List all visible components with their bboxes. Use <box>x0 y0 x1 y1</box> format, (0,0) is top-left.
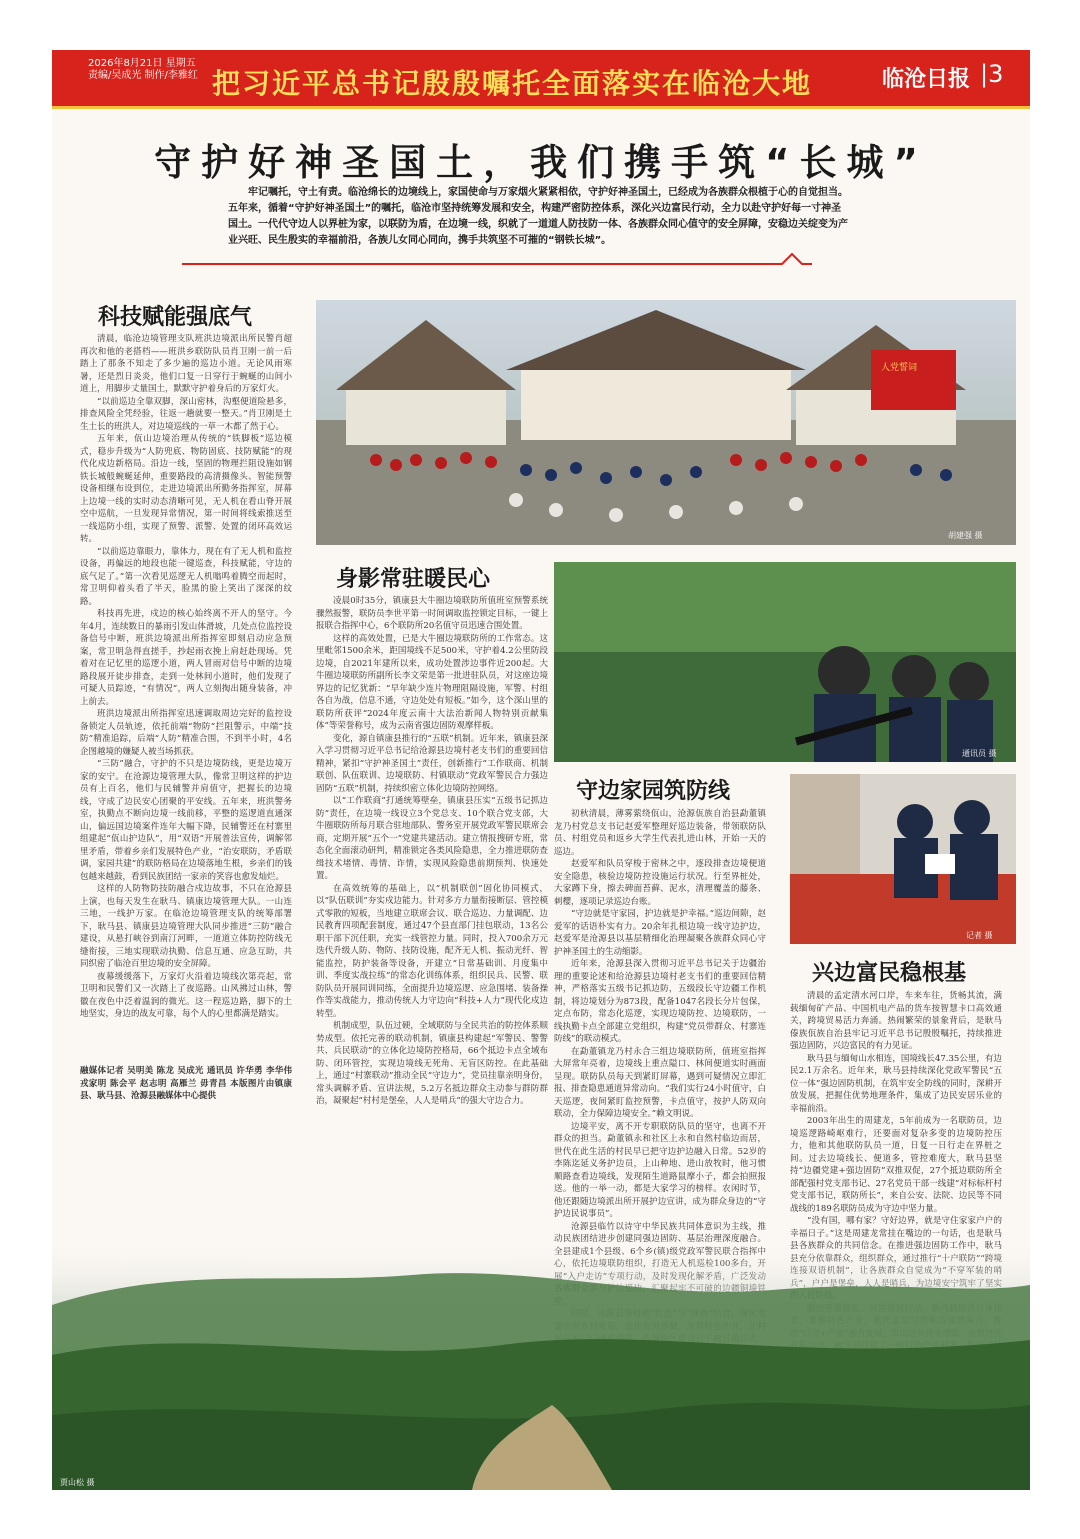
paragraph: 夜幕缓缓落下，万家灯火沿着边境线次第亮起，常卫明和民警们又一次踏上了夜巡路。山风拂过山林，警徽在夜色中泛着温润的微光。这一程巡边路，脚下的土地坚实，身边的战友可靠，每个人的心里都满是踏实。 <box>80 971 292 1019</box>
paragraph: 以“工作联商”打通统筹壁垒，镇康县压实“五级书记抓边防”责任，在边境一线设立3个党总支、10个联合党支部，大牛圈联防所每月联合驻地部队、警务室开展党政军警民联席会商，定期开展“五个一”党建共建活动。建立情报搜研专班，常态化全面滚动研判，精准锁定各类风险隐患，全力推进联防查缉技术堵情、毒情、诈情，实现风险隐患前期预判、快速处置。 <box>316 796 548 881</box>
paragraph: 这样的高效处置，已是大牛圈边境联防所的工作常态。这里毗邻1500余米，距国境线不足500米，守护着4.2公里防段边境，自2021年建所以来，成功处置涉边事件近200起。大牛圈边境联防所副所长李文荣是第一批进驻队员，对这座边境界边的记忆犹新：“早年缺少连片物理阻隔设施，军警、村组各自为战，信息不通，守边处处有短板。”如今，这个深山里的联防所获评“2024年度云南十大法治新闻人物特别贡献集体”等荣誉称号，成为云南省强边固防观摩样板。 <box>316 633 548 731</box>
paragraph: “没有国，哪有家？守好边界，就是守住家家户户的幸福日子。”这是周建龙常挂在嘴边的一句话，也是耿马 <box>790 1216 1002 1239</box>
paragraph: 变化，源自镇康县推行的“五联”机制。近年来，镇康县深入学习贯彻习近平总书记给沧源县边境村老支书们的重要回信精神，紧扣“守护神圣国土”责任，创新推行“工作联商、机制联创、队伍联训、边境联防、村镇联动”党政军警民合力强边固防“五联”机制，持续织密立体化边境防控网络。 <box>316 733 548 794</box>
page-headline: 守护好神圣国土，我们携手筑“长城” <box>154 141 928 184</box>
section-body-presence <box>316 595 548 1180</box>
section-title-tech: 科技赋能强底气 <box>98 305 253 330</box>
paragraph: 赵爱军和队员穿梭于密林之中，逐段排查边境便道安全隐患，核验边境防控设施运行状况。行至界桩处，大家蹲下身，擦去碑面苔藓、泥水，清理覆盖的藤条、刺樱，逐项记录巡边台账。 <box>554 859 766 907</box>
page-slogan: 把习近平总书记殷殷嘱托全面落实在临沧大地 <box>212 67 813 100</box>
paragraph: 科技再先进，戍边的核心始终离不开人的坚守。今年4月，连续数日的暴雨引发山体滑坡，几处点位监控设备信号中断，班洪边境派出所指挥室即刻启动应急预案，常卫明急得直搓手，抄起雨衣挽上肩赶赴现场。凭着对在记忆里的巡逻小道，两人冒雨对信号中断的边境路段展开徒步排查，走到一处林间小道时，他们发现了可疑人员踪迹，“有情况”，两人立刻掏出随身装备，冲上前去。 <box>80 609 292 707</box>
paragraph: 凌晨0时35分，镇康县大牛圈边境联防所值班室预警系统骤然报警，联防员李世平第一时间调取监控锁定目标，一键上报联合指挥中心，6个联防所20名值守员迅速合围处置。 <box>316 596 548 631</box>
inspection-illustration <box>790 774 1016 944</box>
paragraph: “以前巡边全靠双脚，深山密林，沟壑便道险悬多，排查风险全凭经验，往返一趟就要一整天。”肖卫刚是土生土长的班洪人，对边境巡线的一草一木都了然于心。 <box>80 396 292 432</box>
paragraph: 五年来，佤山边境治理从传统的“铁脚板”巡边模式，稳步升级为“人防兜底、物防固底、技防赋能”的现代化戍边新格局。沿边一线，坚固的物理拦阻设施如钢铁长城般蜿蜒延伸，重要路段的高清摄像头、智能预警设备相继布设到位，走进边境派出所勤务指挥室，屏幕上边境一线的实时动态清晰可见，无人机在看山脊开展空中巡航，一旦发现异常情况，第一时间将线索推送至一线巡防小组，实现了预警、派警、处置的闭环高效运转。 <box>80 434 292 544</box>
paragraph: 清晨，临沧边境管理支队班洪边境派出所民警肖超再次和他的老搭档——班洪乡联防队员肖卫刚一前一后踏上了那条不知走了多少遍的巡边小道。无论风雨寒暑，还是烈日炎炎，他们口复一日穿行于蜿蜒的山间小道上，用脚步丈量国土，默默守护着身后的万家灯火。 <box>80 334 292 394</box>
newspaper-page <box>52 50 1030 1490</box>
issue-date: 2026年8月21日 星期五 <box>88 58 196 69</box>
photo-border-patrol <box>554 562 1016 762</box>
paragraph: “守边就是守家园，护边就是护幸福。”巡边间隙，赵爱军的话语朴实有力。20余年扎根边境一线守边护边，赵爱军是沧源县以基层精细化治理凝聚各族群众同心守护神圣国土的生动缩影。 <box>554 909 766 957</box>
section-body-tech <box>80 333 292 1108</box>
masthead-meta <box>88 58 198 82</box>
masthead-band <box>52 50 1030 106</box>
masthead-rule <box>52 106 1030 109</box>
paragraph: 机制成型，队伍过硬，全域联防与全民共治的防控体系顺势成型。依托完善的联动机制，镇康县构建起“军警民、警警共、兵民联动”的立体化边境防控格局，66个抵边卡点全域布防、闭环管控，实现边境线无死角、无盲区防控。在此基础上，通过“村寨联动”推动全民“守边力”，党员挂靠亲明身份，常头调解矛盾、宣讲法规，5.2万名抵边群众主动参与群防群治，凝聚起“村村是堡垒，人人是哨兵”的强大守边合力。 <box>316 1021 548 1106</box>
paper-name-logo: 临沧日报 <box>882 66 971 92</box>
section-title-presence: 身影常驻暖民心 <box>336 567 491 592</box>
photo-customs-inspection <box>790 774 1016 944</box>
paragraph: 在高效统筹的基础上，以“机制联创”固化协同模式，以“队伍联训”夯实戍边能力。针对多方力量衔接断层、管控模式零散的短板，当地建立联席会议、联合巡边、力量调配、边民教育四项配套制度，通过47个县直部门挂包联动，13名公职干部下沉任职，充实一线管控力量。同时，投入700余万元迭代升级人防、物防、技防设施，配齐无人机、振动光纤、智能监控，防护装备等设备，开建立“日常基础训、月度集中训、季度实战拉练”的常态化训练体系，组织民兵、民警、联防队员开展同训同练，全面提升边境巡逻、应急围堵、装备操作等实战能力，推动传统人力守边向“科技+人力”现代化戍边转型。 <box>316 883 548 1019</box>
paragraph: 清晨的孟定清水河口岸，车来车往，货畅其流，满载缅甸矿产品、中国机电产品的货车按智慧卡口高效通关，跨境贸易活力奔涌。热闹繁荣的景象背后，是耿马傣族佤族自治县牢记习近平总书记殷殷嘱托，持续推进强边固防，兴边富民的有力见证。 <box>790 991 1002 1051</box>
paragraph: 2003年出生的周建龙，5年前成为一名联防员，边境巡逻路崎岖难行，还要面对复杂多变的边境防控压力，他和其他联防队员一道，日复一日行走在界桩之间。过去边境线长、便道多，管控难度大，耿马县坚持“边疆党建+强边固防”双推双促，27个抵边联防所全部配强村党支部书记、27名党员干部一线建“对标标杆村党支部书记，联防所长”，来自公安、法院、边民等不同战线的189名联防员成为守边中坚力量。 <box>790 1116 1002 1214</box>
paragraph: 近年来，沧源县深入贯彻习近平总书记关于边疆治理的重要论述和给沧源县边境村老支书们的重要回信精神，严格落实五级书记抓边防，五级段长守边疆工作机制，将边境划分为873段，配备1047名段长分片包保，定点布防，常态化巡逻，实现边境防控、边境联防，一线执勤卡点全部建立党组织，构建“党员带群众、村寨连防线”的联动模式。 <box>554 959 766 1044</box>
paragraph: 班洪边境派出所指挥室迅速调取周边完好的监控设备锁定人员轨迹，依托前端“物防”拦阻警示，中端“技防”精准追踪，后端“人防”精准合围，不到半小时，4名企图越境的嫌疑人被当场抓获。 <box>80 709 292 757</box>
section-title-prosperity: 兴边富民稳根基 <box>812 961 967 986</box>
paragraph: 初秋清晨，薄雾萦绕佤山，沧源佤族自治县勐董镇龙乃村党总支书记赵爱军整理好巡边装备，带领联防队员、村组党员和返乡大学生代表扎进山林，开始一天的巡边。 <box>554 809 766 857</box>
photo-party-ceremony <box>316 300 1016 545</box>
photo-caption: 胡建强 摄 <box>948 531 983 540</box>
photo-caption: 通讯员 摄 <box>962 749 997 758</box>
paragraph: 边境平安，离不开专职联防队员的坚守，也离不开群众的担当。勐董镇永和社区上永和自然村临边而居，世代在此生活的村民早已把守边护边融入日常。52岁的李陈迄延义务护边员，上山种地、进山放牧时，他习惯顺路查看边境线，发现陌生道路鼠摩小子，都会拍照报送。他的一举一动，都是大家学习的榜样。农闲时节，他还跟随边境派出所开展护边宣讲，成为群众身边的“守护边民说事员”。 <box>554 1121 766 1219</box>
paragraph: “以前巡边靠眼力，靠体力，现在有了无人机和监控设备，再偏远的地段也能一键巡查，科技赋能，守边的底气足了。”第一次看见巡逻无人机嗡鸣着腾空而起时，常卫明仰着头看了半天，脸黑的脸上笑出了深深的纹路。 <box>80 546 292 607</box>
lead-paragraph: 牢记嘱托，守土有责。临沧绵长的边境线上，家国使命与万家烟火紧紧相依，守护好神圣国土，已经成为各族群众根植于心的自觉担当。五年来，循着“守护好神圣国土”的嘱托，临沧市坚持统筹发展和安全，构建严密防控体系，深化兴边富民行动，全力以赴守护好每一寸神圣国土。一代代守边人以界桩为家，以联防为盾，在边境一线，织就了一道道人防技防一体、各族群众同心值守的安全屏障，安稳边关绽变为产业兴旺、民生殷实的幸福前沿，各族儿女同心同向，携手共筑坚不可摧的“钢铁长城”。 <box>228 187 848 246</box>
editor-credit: 责编/吴成光 制作/李雅红 <box>88 70 198 81</box>
section-title-homeland: 守边家园筑防线 <box>576 779 731 804</box>
photo-caption: 贾山松 摄 <box>60 1478 95 1487</box>
patrol-illustration <box>554 562 1016 762</box>
reporter-credits: 融媒体记者 吴明美 陈龙 吴成光 通讯员 许华勇 李华伟 戎家明 陈会平 赵志明 高雁兰 毋青昌 本版图片由镇康县、耿马县、沧源县融媒体中心提供 <box>80 1066 292 1101</box>
banner-text: 人党誓词 <box>881 363 918 373</box>
paragraph: 这样的人防物防技防融合戍边故事，不只在沧源县上演，也每天发生在耿马、镇康边境管理大队。一山连三地，一线护万家。在临沧边境管理支队的统筹部署下，耿马县、镇康县边境管理大队同步推进“三防”融合建设，从悬打峡谷到南汀河畔，一道道立体防控防线无缝衔接，三地实现联动执勤、信息互通、应急互助，共同织密了临沧百里边境的安全屏障。 <box>80 884 292 969</box>
paragraph: 在勐董镇龙乃村永合三组边境联防所，值班室指挥大屏常年亮着，边境线上重点隘口、林间便道实时画面呈现。联防队员每天到紧盯屏幕，遇到可疑情况立即汇报、排查隐患通道异常动向。“我们实行24小时值守，白天巡逻，夜间紧盯监控预警，卡点值守，按护人防双向联动，全力保障边境安全。”赖文明说。 <box>554 1046 766 1119</box>
paragraph: 沧源县临竹以诗守中华民族共同体意识为主线，推动民族团结进步创建同强边固防、基层治理深度融合。 <box>554 1221 766 1244</box>
ceremony-illustration <box>316 300 1016 545</box>
photo-caption: 记者 摄 <box>966 931 993 940</box>
paragraph: 耿马县与缅甸山水相连，国境线长47.35公里，有边民2.1万余名。近年来，耿马县持续深化党政军警民“五位一体”强边固防机制，在筑牢安全防线的同时，深耕开放发展，把握住优势地理条件，集成了边民安居乐业的幸福前沿。 <box>790 1053 1002 1114</box>
forest-illustration <box>52 1245 1030 1490</box>
page-number: |3 <box>980 60 1004 88</box>
lead-rule <box>182 250 812 274</box>
photo-forest-panorama <box>52 1245 1030 1490</box>
paragraph: “三防”融合，守护的不只是边境防线，更是边境万家的安宁。在沧源边境管理大队，像常卫明这样的护边员有上百名，他们与民辅警并肩值守，把握长的边境线，守成了边民安心团聚的平安线。五年来，班洪警务室，执勤点不断向边境一线前移，平整的巡逻道直通深山，偏远国边境案件连年大幅下降，民辅警还在村寨里组建起“佤山护边队”，用“双语”开展普法宣传，调解邻里矛盾，带着乡亲们发展特色产业，“治安联防，矛盾联调，家园共建”的联防格局在边境落地生根，乡亲们的钱包越来越鼓，看到民族团结一家亲的笑容也愈发灿烂。 <box>80 759 292 882</box>
